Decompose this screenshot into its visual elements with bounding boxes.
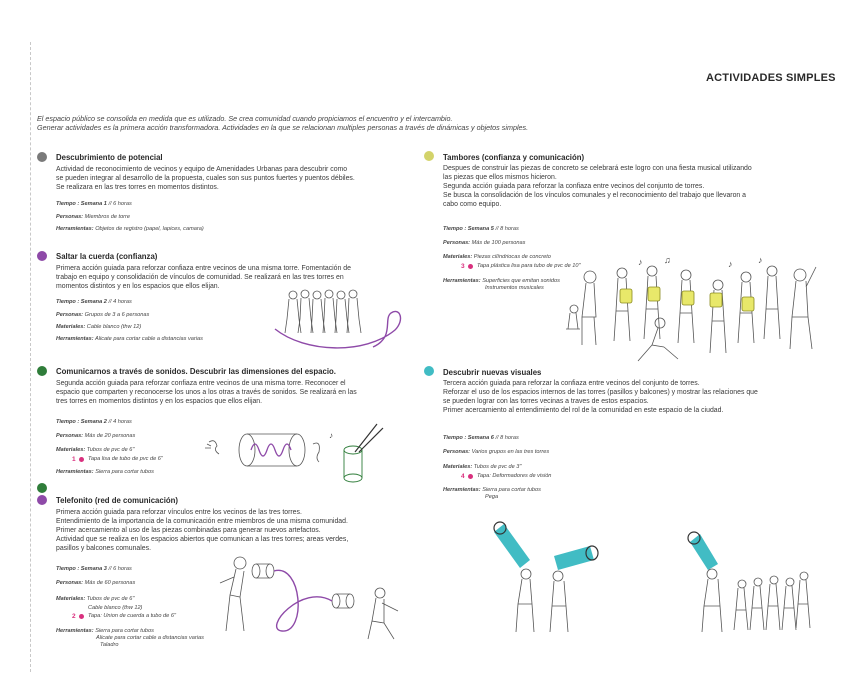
personas-field: [56, 312, 149, 318]
intro-text: [37, 114, 597, 132]
field-value: Grupos de 3 a 6 personas: [84, 312, 150, 318]
description-line: cabo como equipo.: [443, 201, 502, 208]
svg-text:♪: ♪: [758, 255, 763, 265]
field-value: Tubos de pvc de 6": [86, 447, 135, 453]
field-label: Personas:: [56, 214, 84, 220]
activity-title: Comunicarnos a través de sonidos. Descubrir las dimensiones del espacio.: [56, 367, 336, 376]
description-line: Se realizara en las tres torres en momentos distintos.: [56, 184, 219, 191]
tool-note: Pega: [485, 494, 499, 500]
tool-note: Taladro: [100, 642, 119, 648]
field-label: Personas:: [56, 433, 84, 439]
teal-marker-dot: [424, 366, 434, 376]
tapa-note: Tapa: Union de cuerda a tubo de 6": [88, 613, 176, 619]
intro-line: El espacio público se consolida en medida que es utilizado. Se crea comunidad cuando propiciamos el encuentro y el intercambio.: [37, 114, 453, 123]
description-line: momentos distintos y en los espacios que ellos elijan.: [56, 283, 220, 290]
field-label: Herramientas:: [56, 628, 94, 634]
tool-note: Instrumentos musicales: [485, 285, 544, 291]
activity-description: [56, 165, 355, 192]
field-label: Tiempo : Semana 2: [56, 419, 107, 425]
activity-description: [443, 379, 758, 415]
field-value: Piezas cilíndriocas de concreto: [473, 254, 551, 260]
herramientas-field: [443, 278, 560, 284]
telephone-people-illustration: [212, 543, 407, 643]
sound-tube-illustration: [205, 420, 390, 485]
field-value: Objetos de registro (papel, lapices, camara): [95, 226, 204, 232]
yellow-marker-dot: [424, 151, 434, 161]
field-value: // 6 horas: [108, 201, 132, 207]
description-line: Segunda acción guiada para reforzar confiaza entre vecinos de una misma torre. Reconocer el: [56, 380, 346, 387]
field-label: Tiempo : Semana 5: [443, 226, 494, 232]
tiempo-field: [56, 566, 132, 572]
description-line: se pueden lograr con las torres vecinas a traves de estos espacios.: [443, 398, 649, 405]
description-line: se pueden integrar al desarrollo de la propuesta, cuales son sus puntos fuertes y puentos débiles.: [56, 175, 355, 182]
field-value: // 8 horas: [495, 435, 519, 441]
field-label: Herramientas:: [56, 226, 94, 232]
field-value: Sierra para cortar tubos: [95, 469, 154, 475]
tiempo-field: [56, 201, 132, 207]
field-value: Tubos de pvc de 3": [473, 464, 522, 470]
svg-text:♪: ♪: [329, 431, 333, 440]
herramientas-field: [56, 336, 203, 342]
description-line: Segunda acción guiada para reforzar la confiaza entre vecinos del conjunto de torres.: [443, 183, 705, 190]
description-line: Actividad que se realiza en los espacios abiertos que comunican a las tres torres; areas verdes,: [56, 536, 349, 543]
tapa-note: Tapa plástica lisa para tubo de pvc de 10": [477, 263, 581, 269]
field-label: Personas:: [56, 312, 84, 318]
personas-field: [56, 433, 135, 439]
tapa-note: Tapa lisa de tubo de pvc de 6": [88, 456, 163, 462]
tapa-note: Tapa: Deformadores de visión: [477, 473, 552, 479]
pink-bullet: [468, 264, 473, 269]
herramientas-field: [56, 469, 154, 475]
tiempo-field: [56, 299, 132, 305]
field-label: Tiempo : Semana 1: [56, 201, 107, 207]
materiales-field: [443, 254, 551, 260]
field-label: Herramientas:: [56, 469, 94, 475]
field-label: Materiales:: [443, 464, 473, 470]
purple-marker-dot: [37, 251, 47, 261]
field-label: Materiales:: [443, 254, 473, 260]
field-label: Herramientas:: [443, 278, 481, 284]
gray-marker-dot: [37, 152, 47, 162]
field-value: Más de 20 personas: [84, 433, 136, 439]
field-label: Personas:: [56, 580, 84, 586]
jump-rope-people-illustration: [245, 285, 410, 365]
margin-guide-line: [30, 42, 31, 672]
description-line: Se busca la consolidación de los vínculos comunales y el reconocimiento del trabajo que llevaron a: [443, 192, 746, 199]
green-marker-dot: [37, 366, 47, 376]
field-label: Tiempo : Semana 6: [443, 435, 494, 441]
field-value: Miembros de torre: [84, 214, 131, 220]
description-line: Primera acción guiada para reforzar vínculos entre los vecinos de las tres torres.: [56, 509, 302, 516]
materiales-field: [56, 596, 134, 602]
description-line: Primera acción guiada para reforzar confiaza entre vecinos de una misma torre. Fomentación de: [56, 265, 351, 272]
viewing-tube-people-illustration: [480, 520, 815, 635]
svg-text:♪: ♪: [728, 259, 733, 269]
tiempo-field: [443, 226, 519, 232]
description-line: trabajo en equipo y consolidación de vínculos de comunidad. Se realizará en las tres torres en: [56, 274, 344, 281]
personas-field: [443, 240, 525, 246]
description-line: Actividad de reconocimiento de vecinos y equipo de Amenidades Urbanas para descubrir como: [56, 166, 348, 173]
activity-description: [443, 164, 752, 209]
description-line: tres torres en momentos distintos y en los espacios que ellos elijan.: [56, 398, 263, 405]
pink-bullet: [79, 457, 84, 462]
field-label: Personas:: [443, 240, 471, 246]
field-value: // 6 horas: [108, 566, 132, 572]
material-number: 1: [72, 456, 76, 463]
field-value: // 4 horas: [108, 419, 132, 425]
page-title: ACTIVIDADES SIMPLES: [706, 72, 836, 84]
herramientas-field: [443, 487, 541, 493]
materiales-field: [56, 324, 141, 330]
field-label: Herramientas:: [443, 487, 481, 493]
description-line: las piezas que ellos mismos hicieron.: [443, 174, 557, 181]
activity-description: [56, 379, 357, 406]
field-value: Alicate para cortar cable a distancias varias: [94, 336, 203, 342]
purple-marker-dot: [37, 495, 47, 505]
field-label: Tiempo : Semana 2: [56, 299, 107, 305]
field-label: Materiales:: [56, 324, 86, 330]
description-line: Despues de construir las piezas de concreto se celebrará este logro con una fiesta musical utilizando: [443, 165, 752, 172]
personas-field: [56, 580, 135, 586]
material-number: 2: [72, 613, 76, 620]
drum-party-illustration: [560, 255, 825, 365]
herramientas-field: [56, 226, 204, 232]
material-number: 3: [461, 263, 465, 270]
herramientas-field: [56, 628, 154, 634]
field-value: // 8 horas: [495, 226, 519, 232]
field-value: // 4 horas: [108, 299, 132, 305]
cable-note: Cable blanco (thw 12): [88, 605, 143, 611]
materiales-field: [56, 447, 134, 453]
activity-title: Descubrimiento de potencial: [56, 153, 163, 162]
description-line: Tercera acción guiada para reforzar la confiaza entre vecinos del conjunto de torres.: [443, 380, 700, 387]
svg-text:♪: ♪: [638, 257, 643, 267]
field-value: Sierra para cortar tubos: [95, 628, 154, 634]
tool-note: Alicate para cortar cable a distancias varias: [96, 635, 204, 641]
description-line: Primer acercamiento al entendimiento del rol de la comunidad en este espacio de la ciudad.: [443, 407, 724, 414]
description-line: Reforzar el uso de los espacios internos de las torres (pasillos y balcones) y mostrar las relaciones que: [443, 389, 758, 396]
field-value: Cable blanco (thw 12): [86, 324, 142, 330]
svg-text:♫: ♫: [664, 255, 671, 265]
field-label: Personas:: [443, 449, 471, 455]
field-label: Materiales:: [56, 596, 86, 602]
description-line: espacio que comparten y reconocerse los unos a los otras a través de sonidos. Se realizará en las: [56, 389, 357, 396]
green-marker-dot: [37, 483, 47, 493]
activity-title: Telefonito (red de comunicación): [56, 496, 179, 505]
material-number: 4: [461, 473, 465, 480]
activity-title: Saltar la cuerda (confianza): [56, 252, 158, 261]
field-value: Tubos de pvc de 6": [86, 596, 135, 602]
activity-title: Tambores (confianza y comunicación): [443, 153, 585, 162]
field-label: Herramientas:: [56, 336, 94, 342]
description-line: Primer acercamiento al uso de las piezas combinadas para generar nuevos artefactos.: [56, 527, 321, 534]
field-value: Superficies que emitan sonidos: [482, 278, 560, 284]
field-label: Materiales:: [56, 447, 86, 453]
field-value: Más de 60 personas: [84, 580, 136, 586]
tiempo-field: [56, 419, 132, 425]
pink-bullet: [468, 474, 473, 479]
field-value: Varios grupos en las tres torres: [471, 449, 550, 455]
personas-field: [56, 214, 130, 220]
activity-title: Descubrir nuevas visuales: [443, 368, 542, 377]
tiempo-field: [443, 435, 519, 441]
personas-field: [443, 449, 549, 455]
intro-line: Generar actividades es la primera acción transformadora. Actividades en la que se relacionan multiples personas a través de dinámicas y objetos simples.: [37, 123, 529, 132]
field-value: Sierra para cortar tubos: [482, 487, 541, 493]
field-label: Tiempo : Semana 3: [56, 566, 107, 572]
materiales-field: [443, 464, 521, 470]
pink-bullet: [79, 614, 84, 619]
description-line: pasillos y balcones comunales.: [56, 545, 151, 552]
description-line: Entendimiento de la importancia de la comunicación entre miembros de una misma comunidad.: [56, 518, 348, 525]
field-value: Más de 100 personas: [471, 240, 526, 246]
